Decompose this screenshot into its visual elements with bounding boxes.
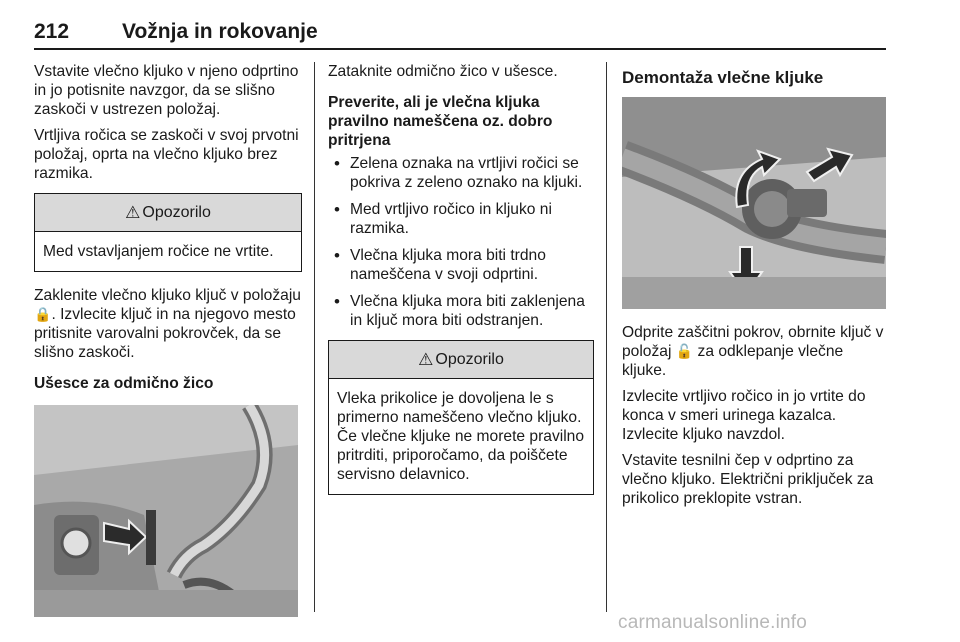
list-item: • Vlečna kljuka mora biti trdno nameščena v svoji odprtini. [328, 246, 594, 284]
column-divider-1 [314, 62, 315, 612]
column-2 [328, 62, 594, 509]
watermark: carmanualsonline.info [618, 612, 808, 633]
lock-closed-icon: 🔒 [34, 306, 52, 322]
photo-hook-removal [622, 97, 886, 309]
list-item: • Vlečna kljuka mora biti zaklenjena in ključ mora biti odstranjen. [328, 292, 594, 330]
column-divider-2 [606, 62, 607, 612]
warning-title: Opozorilo [435, 351, 504, 368]
section-heading-removal: Demontaža vlečne kljuke [622, 68, 824, 87]
subheading-eyelet: Ušesce za odmično žico [34, 375, 214, 392]
unlock-text-a: Odprite zaščitni pokrov, obrnite ključ v položaj [622, 324, 884, 360]
warning-box-1 [34, 193, 302, 272]
warning-header [329, 341, 593, 379]
removal-illustration [622, 97, 886, 309]
lock-text-a: Zaklenite vlečno kljuko ključ v položaju [34, 287, 301, 304]
warning-triangle-icon: ⚠ [418, 350, 434, 369]
list-item: • Zelena oznaka na vrtljivi ročici se pokriva z zeleno oznako na kljuki. [328, 154, 594, 192]
column-1 [34, 62, 302, 617]
warning-title: Opozorilo [142, 204, 211, 221]
paragraph-attach-cable: Zataknite odmično žico v ušesce. [328, 63, 558, 80]
lock-open-icon: 🔓 [675, 343, 694, 359]
warning-text: Med vstavljanjem ročice ne vrtite. [43, 243, 274, 260]
page-number: 212 [34, 20, 70, 43]
paragraph-lock-key [34, 286, 302, 362]
unlock-text-b: za odklepanje vlečne kljuke. [622, 343, 844, 379]
paragraph-insert-plug: Vstavite tesnilni čep v odprtino za vlečno kljuko. Električni priključek za prikolico preklopite vstran. [622, 452, 874, 507]
check-list [328, 154, 594, 330]
list-item: • Med vrtljivo ročico in kljuko ni razmika. [328, 200, 594, 238]
paragraph-insert-hook: Vstavite vlečno kljuko v njeno odprtino in jo potisnite navzgor, da se slišno zaskoči v ustrezen položaj. [34, 63, 299, 118]
warning-box-2 [328, 340, 594, 495]
paragraph-lever-engages: Vrtljiva ročica se zaskoči v svoj prvotni položaj, oprta na vlečno kljuko brez razmika. [34, 127, 299, 182]
warning-header [35, 194, 301, 232]
check-heading: Preverite, ali je vlečna kljuka pravilno nameščena oz. dobro pritrjena [328, 94, 553, 149]
warning-triangle-icon: ⚠ [125, 203, 141, 222]
chapter-title: Vožnja in rokovanje [122, 20, 318, 43]
warning-text: Vleka prikolice je dovoljena le s primerno nameščeno vlečno kljuko. Če vlečne kljuke ne morete pravilno pritrditi, priporočamo, da poiščete servisno delavnico. [337, 390, 585, 483]
page-header [34, 10, 886, 50]
paragraph-unlock-key [622, 323, 888, 380]
column-3 [622, 62, 888, 515]
lock-text-b: . Izvlecite ključ in na njegovo mesto pritisnite varovalni pokrovček, da se slišno zaskoči. [34, 306, 296, 361]
eyelet-illustration [34, 405, 298, 617]
paragraph-rotate-lever: Izvlecite vrtljivo ročico in jo vrtite do konca v smeri urinega kazalca. Izvlecite kljuko navzdol. [622, 388, 866, 443]
photo-breakaway-cable-eyelet [34, 405, 298, 617]
